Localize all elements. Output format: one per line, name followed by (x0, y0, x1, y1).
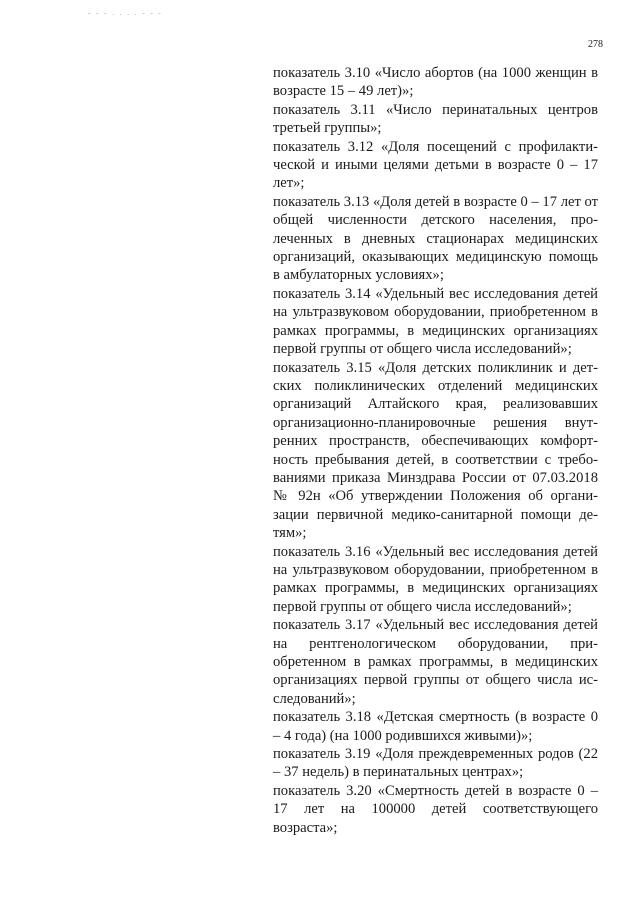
indicator-3-14: показатель 3.14 «Удельный вес исследования детей на ультразвуковом оборудовании, приобретенном в рамках программы, в медицинских организациях первой группы от общего числа исследований»; (273, 285, 598, 358)
indicator-list (273, 64, 598, 837)
indicator-3-10: показатель 3.10 «Число абортов (на 1000 женщин в возрасте 15 – 49 лет)»; (273, 65, 598, 100)
indicator-3-13: показатель 3.13 «Доля детей в возрасте 0 – 17 лет от общей численности детского населения, пролеченных в дневных стационарах медицинских организаций, оказывающих медицинскую помощь в амбулаторных условиях»; (273, 193, 598, 284)
scan-mark: - - - . . . . - - - (88, 9, 163, 17)
indicator-3-12: показатель 3.12 «Доля посещений с профилактической и иными целями детьми в возрасте 0 – 17 лет»; (273, 138, 598, 192)
indicator-3-17: показатель 3.17 «Удельный вес исследования детей на рентгенологическом оборудовании, приобретенном в рамках программы, в медицинских организациях первой группы от общего числа исследований»; (273, 617, 598, 707)
indicator-3-19: показатель 3.19 «Доля преждевременных родов (22 – 37 недель) в перинатальных центрах»; (273, 746, 598, 781)
indicator-3-11: показатель 3.11 «Число перинатальных центров третьей группы»; (273, 101, 598, 137)
indicator-3-18: показатель 3.18 «Детская смертность (в возрасте 0 – 4 года) (на 1000 родившихся живыми)»; (273, 709, 598, 744)
page-number: 278 (588, 39, 603, 50)
indicator-3-15: показатель 3.15 «Доля детских поликлиник и детских поликлинических отделений медицинских организаций Алтайского края, реализовавших организационно-планировочные решения внутренних пространств, обеспечивающих комфортность пребывания детей, в соответствии с требованиями приказа Минздрава России от 07.03.2018 № 92н «Об утверждении Положения об организации первичной медико-санитарной помощи детям»; (273, 359, 598, 542)
indicator-3-20: показатель 3.20 «Смертность детей в возрасте 0 – 17 лет на 100000 детей соответствующего возраста»; (273, 782, 598, 836)
indicator-3-16: показатель 3.16 «Удельный вес исследования детей на ультразвуковом оборудовании, приобретенном в рамках программы, в медицинских организациях первой группы от общего числа исследований»; (273, 543, 598, 615)
